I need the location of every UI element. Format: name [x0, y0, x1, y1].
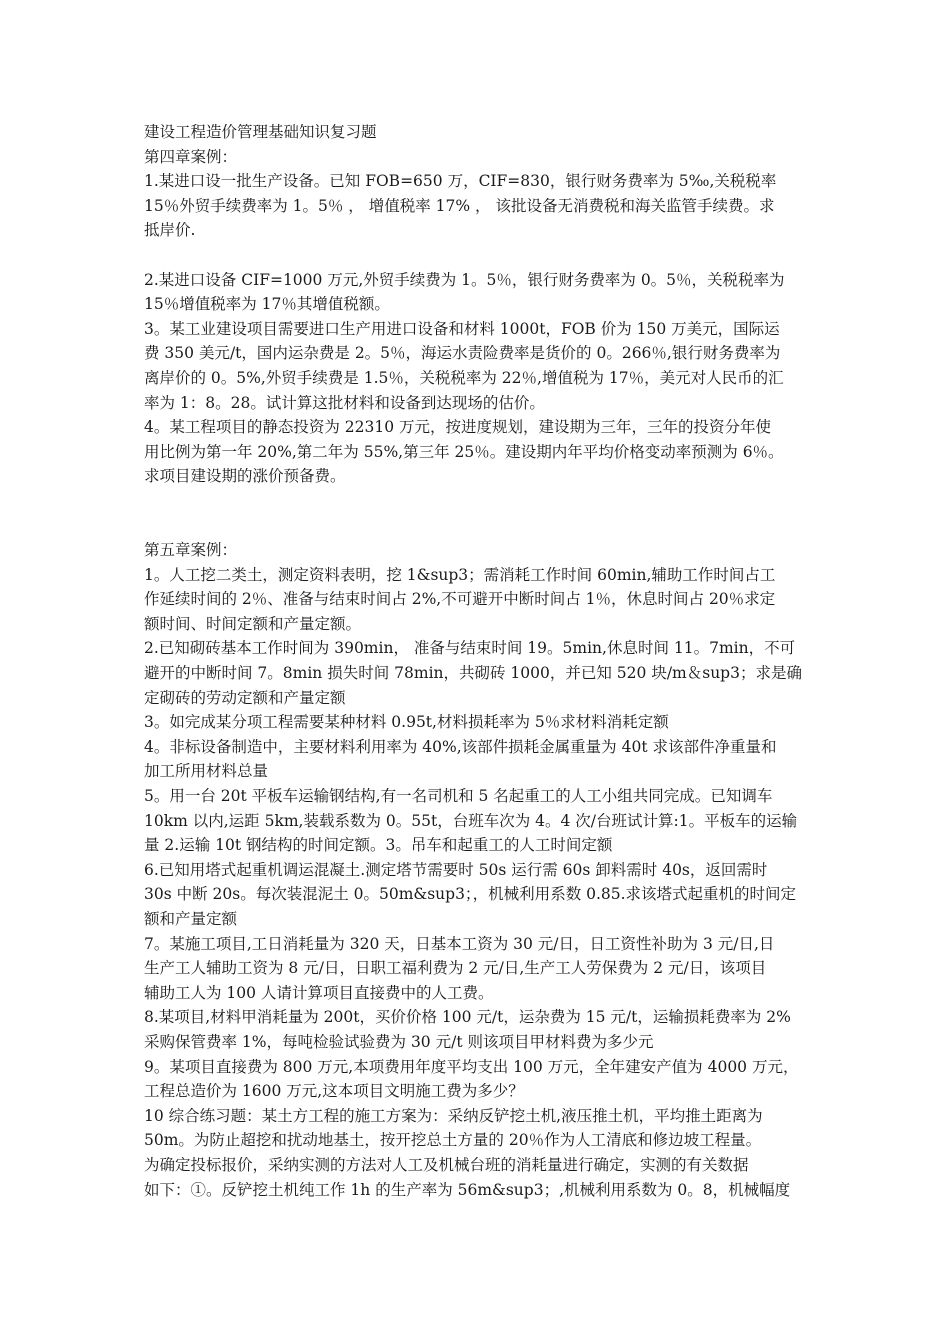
question-line: 4。某工程项目的静态投资为 22310 万元，按进度规划，建设期为三年，三年的投资分年使: [144, 418, 772, 437]
question-line: 2.已知砌砖基本工作时间为 390min， 准备与结束时间 19。5min,休息时间 11。7min，不可: [144, 639, 796, 658]
question-line: 7。某施工项目,工日消耗量为 320 天，日基本工资为 30 元/日，日工资性补助为 3 元/日,日: [144, 934, 775, 953]
question-line: 8.某项目,材料甲消耗量为 200t，买价价格 100 元/t，运杂费为 15 元/t，运输损耗费率为 2%: [144, 1008, 791, 1027]
blank-space: [144, 489, 816, 538]
question-line: 离岸价的 0。5%,外贸手续费是 1.5％，关税税率为 22％,增值税为 17％，美元对人民币的汇: [144, 368, 784, 387]
question-line: 5。用一台 20t 平板车运输钢结构,有一名司机和 5 名起重工的人工小组共同完成。已知调车: [144, 787, 773, 806]
chapter5-question-7: [144, 932, 816, 1006]
question-line: 生产工人辅助工资为 8 元/日，日职工福利费为 2 元/日,生产工人劳保费为 2 元/日，该项目: [144, 959, 767, 978]
chapter5-question-10: [144, 1104, 816, 1202]
document-title: 建设工程造价管理基础知识复习题: [144, 123, 377, 141]
question-line: 1。人工挖二类土，测定资料表明，挖 1&sup3；需消耗工作时间 60min,辅助工作时间占工: [144, 565, 776, 584]
chapter4-question-2: [144, 268, 816, 317]
chapter5-question-5: [144, 784, 816, 858]
chapter4-question-1: [144, 169, 816, 243]
question-line: 1.某进口设一批生产设备。已知 FOB=650 万，CIF=830，银行财务费率为 5‰,关税税率: [144, 172, 777, 191]
question-line: 10km 以内,运距 5km,装载系数为 0。55t，台班车次为 4。4 次/台班试计算:1。平板车的运输: [144, 811, 798, 830]
question-line: 9。某项目直接费为 800 万元,本项费用年度平均支出 100 万元，全年建安产值为 4000 万元，: [144, 1057, 799, 1076]
question-line: 2.某进口设备 CIF=1000 万元,外贸手续费为 1。5％，银行财务费率为 0。5％，关税税率为: [144, 270, 785, 289]
question-line: 用比例为第一年 20%,第二年为 55%,第三年 25％。建设期内年平均价格变动率预测为 6％。: [144, 442, 784, 461]
chapter5-question-9: [144, 1055, 816, 1104]
question-line: 额时间、时间定额和产量定额。: [144, 614, 362, 633]
question-line: 10 综合练习题：某土方工程的施工方案为：采纳反铲挖土机,液压推土机，平均推土距离为: [144, 1106, 763, 1125]
question-line: 30s 中断 20s。每次装混泥土 0。50m&sup3；，机械利用系数 0.85.求该塔式起重机的时间定: [144, 885, 797, 904]
question-line: 15％增值税率为 17％其增值税额。: [144, 295, 390, 314]
chapter5-question-6: [144, 858, 816, 932]
question-line: 50m。为防止超挖和扰动地基土，按开挖总土方量的 20％作为人工清底和修边坡工程量。: [144, 1131, 762, 1150]
question-line: 采购保管费率 1%，每吨检验试验费为 30 元/t 则该项目甲材料费为多少元: [144, 1032, 654, 1051]
question-line: 如下：①。反铲挖土机纯工作 1h 的生产率为 56m&sup3；,机械利用系数为 0。8，机械幅度: [144, 1180, 791, 1199]
question-line: 为确定投标报价，采纳实测的方法对人工及机械台班的消耗量进行确定，实测的有关数据: [144, 1155, 749, 1174]
chapter4-heading: 第四章案例：: [144, 147, 238, 166]
chapter4-question-3: [144, 317, 816, 415]
chapter5-question-4: [144, 735, 816, 784]
chapter4-question-4: [144, 415, 816, 489]
question-line: 率为 1：8。28。试计算这批材料和设备到达现场的估价。: [144, 393, 545, 412]
chapter5-question-3: [144, 710, 816, 735]
document-page: [144, 120, 816, 1202]
question-line: 抵岸价.: [144, 221, 196, 240]
question-line: 作延续时间的 2％、准备与结束时间占 2%,不可避开中断时间占 1％，休息时间占 20％求定: [144, 590, 776, 609]
question-line: 额和产量定额: [144, 910, 238, 928]
blank-line: [144, 243, 816, 268]
question-line: 3。如完成某分项工程需要某种材料 0.95t,材料损耗率为 5％求材料消耗定额: [144, 713, 669, 732]
question-line: 辅助工人为 100 人请计算项目直接费中的人工费。: [144, 983, 494, 1002]
question-line: 避开的中断时间 7。8min 损失时间 78min，共砌砖 1000，并已知 520 块/m＆sup3；求是确: [144, 664, 802, 683]
question-line: 工程总造价为 1600 万元,这本项目文明施工费为多少？: [144, 1082, 524, 1101]
question-line: 6.已知用塔式起重机调运混凝土.测定塔节需要时 50s 运行需 60s 卸料需时 40s，返回需时: [144, 860, 768, 879]
question-line: 求项目建设期的涨价预备费。: [144, 467, 346, 486]
question-line: 4。非标设备制造中，主要材料利用率为 40%,该部件损耗金属重量为 40t 求该部件净重量和: [144, 737, 777, 756]
chapter5-question-1: [144, 563, 816, 637]
chapter5-question-2: [144, 636, 816, 710]
chapter5-heading: 第五章案例：: [144, 541, 238, 560]
question-line: 量 2.运输 10t 钢结构的时间定额。3。吊车和起重工的人工时间定额: [144, 836, 613, 855]
question-line: 加工所用材料总量: [144, 762, 269, 781]
question-line: 定砌砖的劳动定额和产量定额: [144, 688, 346, 707]
question-line: 3。某工业建设项目需要进口生产用进口设备和材料 1000t，FOB 价为 150 万美元，国际运: [144, 319, 780, 338]
question-line: 15％外贸手续费率为 1。5％ ， 增值税率 17% ， 该批设备无消费税和海关监管手续费。求: [144, 196, 775, 215]
question-line: 费 350 美元/t，国内运杂费是 2。5％，海运水责险费率是货价的 0。266％,银行财务费率为: [144, 344, 781, 363]
chapter5-question-8: [144, 1005, 816, 1054]
